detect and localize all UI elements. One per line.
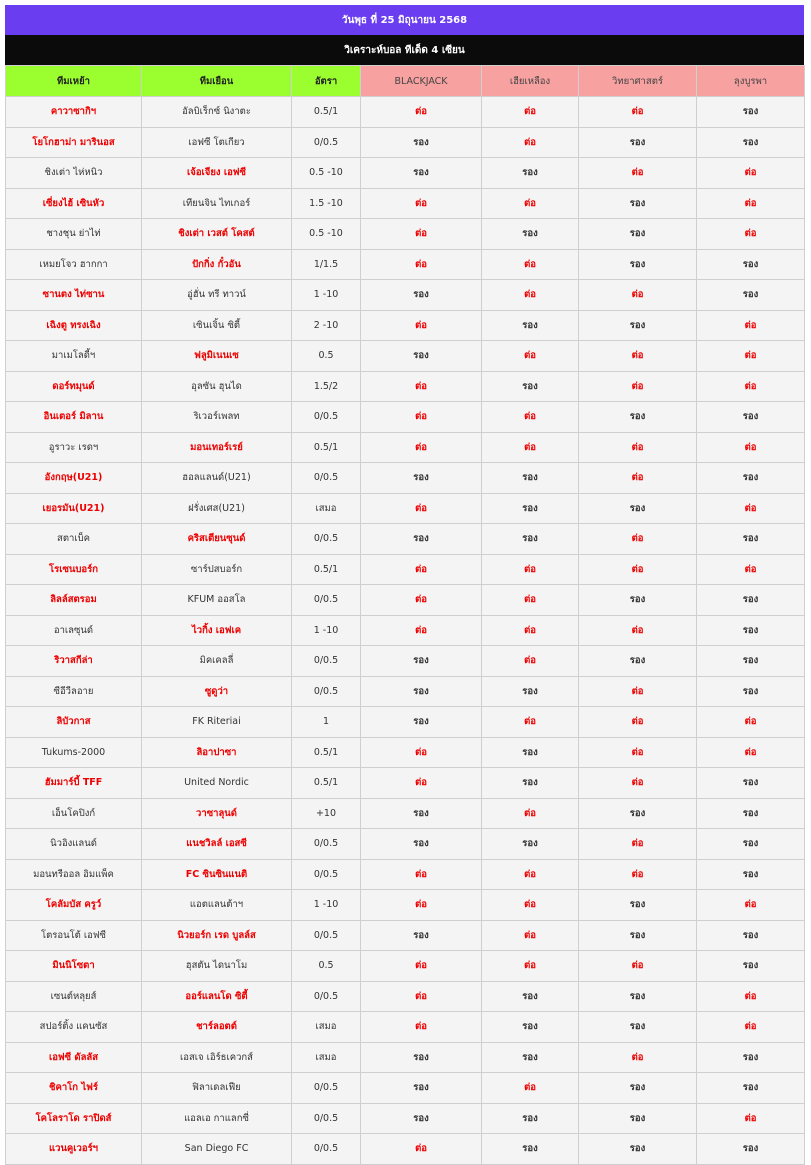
away-team-cell: ฟลูมิเนนเซ bbox=[142, 341, 292, 372]
pick-lung-burapha: รอง bbox=[697, 798, 805, 829]
pick-witthayasat: ต่อ bbox=[579, 951, 697, 982]
table-row bbox=[6, 219, 805, 250]
pick-hia-lueang: ต่อ bbox=[482, 585, 579, 616]
away-team-cell: ออร์แลนโด ซิตี้ bbox=[142, 981, 292, 1012]
away-team-cell: ฮุสตัน ไดนาโม bbox=[142, 951, 292, 982]
table-row bbox=[6, 890, 805, 921]
pick-blackjack: รอง bbox=[361, 127, 482, 158]
table-row bbox=[6, 249, 805, 280]
away-team-cell: เอฟซี โตเกียว bbox=[142, 127, 292, 158]
pick-witthayasat: ต่อ bbox=[579, 280, 697, 311]
pick-lung-burapha: ต่อ bbox=[697, 310, 805, 341]
pick-lung-burapha: รอง bbox=[697, 463, 805, 494]
rate-cell: 0/0.5 bbox=[292, 1103, 361, 1134]
table-row bbox=[6, 97, 805, 128]
pick-lung-burapha: รอง bbox=[697, 829, 805, 860]
pick-witthayasat: รอง bbox=[579, 1134, 697, 1165]
table-row bbox=[6, 829, 805, 860]
home-team-cell: ชิคาโก ไฟร์ bbox=[6, 1073, 142, 1104]
pick-blackjack: รอง bbox=[361, 1073, 482, 1104]
pick-lung-burapha: ต่อ bbox=[697, 890, 805, 921]
pick-blackjack: รอง bbox=[361, 158, 482, 189]
pick-witthayasat: รอง bbox=[579, 188, 697, 219]
pick-witthayasat: รอง bbox=[579, 646, 697, 677]
pick-blackjack: ต่อ bbox=[361, 981, 482, 1012]
pick-blackjack: ต่อ bbox=[361, 768, 482, 799]
rate-cell: 0/0.5 bbox=[292, 1073, 361, 1104]
pick-hia-lueang: ต่อ bbox=[482, 798, 579, 829]
pick-lung-burapha: ต่อ bbox=[697, 737, 805, 768]
rate-cell: 0.5/1 bbox=[292, 737, 361, 768]
pick-hia-lueang: รอง bbox=[482, 676, 579, 707]
table-row bbox=[6, 585, 805, 616]
pick-blackjack: ต่อ bbox=[361, 951, 482, 982]
away-team-cell: มอนเทอร์เรย์ bbox=[142, 432, 292, 463]
pick-hia-lueang: รอง bbox=[482, 158, 579, 189]
rate-cell: 0.5 bbox=[292, 341, 361, 372]
rate-cell: 1 -10 bbox=[292, 615, 361, 646]
pick-witthayasat: รอง bbox=[579, 493, 697, 524]
home-team-cell: เยอรมัน(U21) bbox=[6, 493, 142, 524]
pick-hia-lueang: ต่อ bbox=[482, 402, 579, 433]
home-team-cell: ชางชุน ย่าไท่ bbox=[6, 219, 142, 250]
table-row bbox=[6, 1134, 805, 1165]
pick-witthayasat: ต่อ bbox=[579, 615, 697, 646]
col-blackjack: BLACKJACK bbox=[361, 66, 482, 97]
pick-lung-burapha: รอง bbox=[697, 859, 805, 890]
away-team-cell: FC ซินซินแนติ bbox=[142, 859, 292, 890]
col-witthayasat: วิทยาศาสตร์ bbox=[579, 66, 697, 97]
pick-hia-lueang: รอง bbox=[482, 1134, 579, 1165]
pick-blackjack: รอง bbox=[361, 1042, 482, 1073]
pick-lung-burapha: รอง bbox=[697, 1073, 805, 1104]
table-header-row bbox=[6, 66, 805, 97]
away-team-cell: ชาร์ลอตต์ bbox=[142, 1012, 292, 1043]
rate-cell: 0.5 -10 bbox=[292, 219, 361, 250]
pick-blackjack: ต่อ bbox=[361, 615, 482, 646]
pick-hia-lueang: รอง bbox=[482, 493, 579, 524]
col-lung-burapha: ลุงบูรพา bbox=[697, 66, 805, 97]
pick-lung-burapha: ต่อ bbox=[697, 554, 805, 585]
table-row bbox=[6, 554, 805, 585]
pick-lung-burapha: ต่อ bbox=[697, 981, 805, 1012]
away-team-cell: แอตแลนต้าฯ bbox=[142, 890, 292, 921]
home-team-cell: โยโกฮาม่า มารินอส bbox=[6, 127, 142, 158]
away-team-cell: KFUM ออสโล bbox=[142, 585, 292, 616]
pick-hia-lueang: ต่อ bbox=[482, 432, 579, 463]
pick-lung-burapha: รอง bbox=[697, 920, 805, 951]
pick-blackjack: รอง bbox=[361, 676, 482, 707]
table-row bbox=[6, 280, 805, 311]
table-row bbox=[6, 341, 805, 372]
rate-cell: เสมอ bbox=[292, 1042, 361, 1073]
away-team-cell: วาซาลุนด์ bbox=[142, 798, 292, 829]
home-team-cell: ริวาสกีล่า bbox=[6, 646, 142, 677]
pick-hia-lueang: รอง bbox=[482, 829, 579, 860]
pick-blackjack: รอง bbox=[361, 463, 482, 494]
pick-hia-lueang: รอง bbox=[482, 981, 579, 1012]
pick-witthayasat: ต่อ bbox=[579, 859, 697, 890]
away-team-cell: อุลซัน ฮุนได bbox=[142, 371, 292, 402]
pick-blackjack: ต่อ bbox=[361, 859, 482, 890]
away-team-cell: เทียนจิน ไทเกอร์ bbox=[142, 188, 292, 219]
away-team-cell: ฟิลาเดลเฟีย bbox=[142, 1073, 292, 1104]
table-row bbox=[6, 371, 805, 402]
pick-hia-lueang: รอง bbox=[482, 524, 579, 555]
home-team-cell: Tukums-2000 bbox=[6, 737, 142, 768]
home-team-cell: ซีอีวีลอาย bbox=[6, 676, 142, 707]
table-row bbox=[6, 188, 805, 219]
title-header: วิเคราะห์บอล ทีเด็ด 4 เซียน bbox=[5, 35, 804, 65]
rate-cell: 0/0.5 bbox=[292, 127, 361, 158]
date-header: วันพุธ ที่ 25 มิถุนายน 2568 bbox=[5, 5, 804, 35]
pick-lung-burapha: ต่อ bbox=[697, 341, 805, 372]
pick-blackjack: ต่อ bbox=[361, 890, 482, 921]
pick-hia-lueang: รอง bbox=[482, 371, 579, 402]
pick-hia-lueang: ต่อ bbox=[482, 127, 579, 158]
pick-witthayasat: รอง bbox=[579, 127, 697, 158]
rate-cell: 1/1.5 bbox=[292, 249, 361, 280]
pick-lung-burapha: รอง bbox=[697, 615, 805, 646]
pick-hia-lueang: รอง bbox=[482, 1012, 579, 1043]
away-team-cell: อัลบิเร็กซ์ นิงาตะ bbox=[142, 97, 292, 128]
pick-blackjack: ต่อ bbox=[361, 493, 482, 524]
pick-lung-burapha: ต่อ bbox=[697, 188, 805, 219]
pick-blackjack: ต่อ bbox=[361, 1012, 482, 1043]
analysis-table-wrapper bbox=[5, 5, 804, 1165]
pick-witthayasat: รอง bbox=[579, 798, 697, 829]
pick-hia-lueang: รอง bbox=[482, 310, 579, 341]
home-team-cell: อาเลซุนด์ bbox=[6, 615, 142, 646]
pick-lung-burapha: รอง bbox=[697, 249, 805, 280]
pick-witthayasat: รอง bbox=[579, 310, 697, 341]
home-team-cell: เซนต์หลุยส์ bbox=[6, 981, 142, 1012]
pick-witthayasat: ต่อ bbox=[579, 341, 697, 372]
pick-blackjack: รอง bbox=[361, 280, 482, 311]
table-row bbox=[6, 402, 805, 433]
home-team-cell: โตรอนโต้ เอฟซี bbox=[6, 920, 142, 951]
pick-blackjack: ต่อ bbox=[361, 219, 482, 250]
away-team-cell: ชิงเต่า เวสต์ โคสต์ bbox=[142, 219, 292, 250]
table-body bbox=[6, 97, 805, 1165]
pick-hia-lueang: ต่อ bbox=[482, 554, 579, 585]
pick-blackjack: รอง bbox=[361, 524, 482, 555]
col-home-team: ทีมเหย้า bbox=[6, 66, 142, 97]
pick-lung-burapha: ต่อ bbox=[697, 219, 805, 250]
home-team-cell: เอฟซี ดัลลัส bbox=[6, 1042, 142, 1073]
rate-cell: 0.5/1 bbox=[292, 432, 361, 463]
rate-cell: 0.5 bbox=[292, 951, 361, 982]
pick-witthayasat: รอง bbox=[579, 1012, 697, 1043]
pick-lung-burapha: ต่อ bbox=[697, 493, 805, 524]
pick-witthayasat: ต่อ bbox=[579, 829, 697, 860]
pick-lung-burapha: รอง bbox=[697, 951, 805, 982]
pick-lung-burapha: ต่อ bbox=[697, 707, 805, 738]
rate-cell: 0.5/1 bbox=[292, 554, 361, 585]
pick-hia-lueang: รอง bbox=[482, 737, 579, 768]
rate-cell: 0/0.5 bbox=[292, 463, 361, 494]
table-row bbox=[6, 1073, 805, 1104]
table-row bbox=[6, 1103, 805, 1134]
pick-witthayasat: รอง bbox=[579, 249, 697, 280]
table-row bbox=[6, 1012, 805, 1043]
pick-blackjack: ต่อ bbox=[361, 1134, 482, 1165]
home-team-cell: ซานตง ไท่ซาน bbox=[6, 280, 142, 311]
pick-hia-lueang: รอง bbox=[482, 1103, 579, 1134]
table-row bbox=[6, 707, 805, 738]
home-team-cell: อังกฤษ(U21) bbox=[6, 463, 142, 494]
pick-hia-lueang: ต่อ bbox=[482, 188, 579, 219]
pick-blackjack: รอง bbox=[361, 1103, 482, 1134]
table-row bbox=[6, 737, 805, 768]
pick-blackjack: ต่อ bbox=[361, 585, 482, 616]
away-team-cell: FK Riteriai bbox=[142, 707, 292, 738]
home-team-cell: คาวาซากิฯ bbox=[6, 97, 142, 128]
pick-lung-burapha: ต่อ bbox=[697, 158, 805, 189]
pick-witthayasat: ต่อ bbox=[579, 554, 697, 585]
pick-witthayasat: รอง bbox=[579, 402, 697, 433]
home-team-cell: นิวอิงแลนด์ bbox=[6, 829, 142, 860]
col-rate: อัตรา bbox=[292, 66, 361, 97]
away-team-cell: ลิอาปาซา bbox=[142, 737, 292, 768]
pick-hia-lueang: ต่อ bbox=[482, 890, 579, 921]
pick-lung-burapha: ต่อ bbox=[697, 432, 805, 463]
rate-cell: 0.5 -10 bbox=[292, 158, 361, 189]
pick-blackjack: รอง bbox=[361, 341, 482, 372]
pick-hia-lueang: ต่อ bbox=[482, 341, 579, 372]
pick-hia-lueang: ต่อ bbox=[482, 615, 579, 646]
away-team-cell: United Nordic bbox=[142, 768, 292, 799]
pick-blackjack: ต่อ bbox=[361, 97, 482, 128]
home-team-cell: สปอร์ติ้ง แคนซัส bbox=[6, 1012, 142, 1043]
pick-blackjack: รอง bbox=[361, 707, 482, 738]
home-team-cell: แวนคูเวอร์ฯ bbox=[6, 1134, 142, 1165]
pick-hia-lueang: ต่อ bbox=[482, 707, 579, 738]
home-team-cell: อูราวะ เรดฯ bbox=[6, 432, 142, 463]
table-row bbox=[6, 798, 805, 829]
table-row bbox=[6, 310, 805, 341]
home-team-cell: เซี่ยงไฮ้ เซินหัว bbox=[6, 188, 142, 219]
rate-cell: 0/0.5 bbox=[292, 829, 361, 860]
pick-lung-burapha: ต่อ bbox=[697, 1012, 805, 1043]
predictions-table bbox=[5, 65, 805, 1165]
home-team-cell: มินนิโซตา bbox=[6, 951, 142, 982]
pick-lung-burapha: รอง bbox=[697, 585, 805, 616]
pick-blackjack: รอง bbox=[361, 829, 482, 860]
home-team-cell: โรเซนบอร์ก bbox=[6, 554, 142, 585]
pick-lung-burapha: ต่อ bbox=[697, 1103, 805, 1134]
away-team-cell: ไวกิ้ง เอฟเค bbox=[142, 615, 292, 646]
table-row bbox=[6, 676, 805, 707]
away-team-cell: ฮอลแลนด์(U21) bbox=[142, 463, 292, 494]
pick-witthayasat: ต่อ bbox=[579, 432, 697, 463]
table-row bbox=[6, 463, 805, 494]
rate-cell: 1 -10 bbox=[292, 890, 361, 921]
home-team-cell: มอนทรีออล อิมแพ็ค bbox=[6, 859, 142, 890]
pick-lung-burapha: รอง bbox=[697, 646, 805, 677]
table-row bbox=[6, 768, 805, 799]
home-team-cell: เหมยโจว ฮากกา bbox=[6, 249, 142, 280]
rate-cell: 1.5 -10 bbox=[292, 188, 361, 219]
pick-lung-burapha: รอง bbox=[697, 97, 805, 128]
col-away-team: ทีมเยือน bbox=[142, 66, 292, 97]
table-row bbox=[6, 920, 805, 951]
pick-blackjack: ต่อ bbox=[361, 432, 482, 463]
home-team-cell: มาเมโลดี้ฯ bbox=[6, 341, 142, 372]
pick-witthayasat: รอง bbox=[579, 920, 697, 951]
table-row bbox=[6, 646, 805, 677]
pick-hia-lueang: ต่อ bbox=[482, 280, 579, 311]
away-team-cell: อู่ฮั่น ทรี ทาวน์ bbox=[142, 280, 292, 311]
pick-hia-lueang: ต่อ bbox=[482, 646, 579, 677]
home-team-cell: เอ็นโคปิงก์ bbox=[6, 798, 142, 829]
pick-blackjack: ต่อ bbox=[361, 188, 482, 219]
pick-witthayasat: ต่อ bbox=[579, 768, 697, 799]
pick-blackjack: รอง bbox=[361, 646, 482, 677]
rate-cell: 0/0.5 bbox=[292, 524, 361, 555]
home-team-cell: ลิลล์สตรอม bbox=[6, 585, 142, 616]
pick-hia-lueang: ต่อ bbox=[482, 97, 579, 128]
rate-cell: เสมอ bbox=[292, 493, 361, 524]
away-team-cell: เซินเจิ้น ซิตี้ bbox=[142, 310, 292, 341]
away-team-cell: ปักกิ่ง กั๋วอัน bbox=[142, 249, 292, 280]
home-team-cell: ชิงเต่า ไห่หนิว bbox=[6, 158, 142, 189]
pick-lung-burapha: รอง bbox=[697, 524, 805, 555]
pick-witthayasat: ต่อ bbox=[579, 97, 697, 128]
rate-cell: เสมอ bbox=[292, 1012, 361, 1043]
pick-blackjack: รอง bbox=[361, 920, 482, 951]
rate-cell: 2 -10 bbox=[292, 310, 361, 341]
away-team-cell: เจ้อเจียง เอฟซี bbox=[142, 158, 292, 189]
home-team-cell: ดอร์ทมุนด์ bbox=[6, 371, 142, 402]
pick-hia-lueang: ต่อ bbox=[482, 920, 579, 951]
pick-witthayasat: ต่อ bbox=[579, 676, 697, 707]
rate-cell: 0.5/1 bbox=[292, 97, 361, 128]
pick-witthayasat: รอง bbox=[579, 981, 697, 1012]
table-row bbox=[6, 493, 805, 524]
table-row bbox=[6, 524, 805, 555]
home-team-cell: ฮัมมาร์บี้ TFF bbox=[6, 768, 142, 799]
pick-witthayasat: ต่อ bbox=[579, 524, 697, 555]
away-team-cell: ริเวอร์เพลท bbox=[142, 402, 292, 433]
pick-blackjack: ต่อ bbox=[361, 554, 482, 585]
away-team-cell: ฝรั่งเศส(U21) bbox=[142, 493, 292, 524]
rate-cell: 0/0.5 bbox=[292, 402, 361, 433]
table-row bbox=[6, 158, 805, 189]
rate-cell: 0/0.5 bbox=[292, 981, 361, 1012]
pick-lung-burapha: รอง bbox=[697, 402, 805, 433]
rate-cell: +10 bbox=[292, 798, 361, 829]
away-team-cell: San Diego FC bbox=[142, 1134, 292, 1165]
pick-lung-burapha: รอง bbox=[697, 676, 805, 707]
pick-hia-lueang: รอง bbox=[482, 1042, 579, 1073]
pick-witthayasat: ต่อ bbox=[579, 707, 697, 738]
pick-blackjack: ต่อ bbox=[361, 371, 482, 402]
rate-cell: 0/0.5 bbox=[292, 646, 361, 677]
rate-cell: 0/0.5 bbox=[292, 585, 361, 616]
pick-lung-burapha: รอง bbox=[697, 768, 805, 799]
pick-blackjack: ต่อ bbox=[361, 737, 482, 768]
rate-cell: 1 -10 bbox=[292, 280, 361, 311]
pick-lung-burapha: รอง bbox=[697, 280, 805, 311]
pick-witthayasat: ต่อ bbox=[579, 737, 697, 768]
away-team-cell: แนชวิลล์ เอสซี bbox=[142, 829, 292, 860]
pick-hia-lueang: ต่อ bbox=[482, 249, 579, 280]
pick-hia-lueang: ต่อ bbox=[482, 951, 579, 982]
pick-blackjack: รอง bbox=[361, 798, 482, 829]
rate-cell: 0/0.5 bbox=[292, 920, 361, 951]
pick-witthayasat: รอง bbox=[579, 1103, 697, 1134]
table-row bbox=[6, 859, 805, 890]
table-row bbox=[6, 981, 805, 1012]
pick-blackjack: ต่อ bbox=[361, 249, 482, 280]
pick-witthayasat: รอง bbox=[579, 1073, 697, 1104]
rate-cell: 0.5/1 bbox=[292, 768, 361, 799]
home-team-cell: เฉิงตู ทรงเฉิง bbox=[6, 310, 142, 341]
pick-hia-lueang: ต่อ bbox=[482, 1073, 579, 1104]
rate-cell: 1.5/2 bbox=[292, 371, 361, 402]
away-team-cell: คริสเตียนซุนด์ bbox=[142, 524, 292, 555]
rate-cell: 0/0.5 bbox=[292, 676, 361, 707]
pick-hia-lueang: รอง bbox=[482, 219, 579, 250]
pick-lung-burapha: รอง bbox=[697, 1042, 805, 1073]
table-row bbox=[6, 615, 805, 646]
pick-hia-lueang: ต่อ bbox=[482, 859, 579, 890]
pick-blackjack: ต่อ bbox=[361, 310, 482, 341]
col-hia-lueang: เฮียเหลือง bbox=[482, 66, 579, 97]
table-row bbox=[6, 127, 805, 158]
rate-cell: 1 bbox=[292, 707, 361, 738]
away-team-cell: ซูดูว่า bbox=[142, 676, 292, 707]
pick-lung-burapha: รอง bbox=[697, 1134, 805, 1165]
pick-blackjack: ต่อ bbox=[361, 402, 482, 433]
pick-witthayasat: รอง bbox=[579, 585, 697, 616]
pick-witthayasat: ต่อ bbox=[579, 158, 697, 189]
table-row bbox=[6, 1042, 805, 1073]
pick-witthayasat: รอง bbox=[579, 890, 697, 921]
away-team-cell: มิคเคลลี่ bbox=[142, 646, 292, 677]
pick-witthayasat: รอง bbox=[579, 219, 697, 250]
home-team-cell: อินเตอร์ มิลาน bbox=[6, 402, 142, 433]
home-team-cell: โคโลราโด ราปิดส์ bbox=[6, 1103, 142, 1134]
away-team-cell: นิวยอร์ก เรด บูลล์ส bbox=[142, 920, 292, 951]
home-team-cell: สตาเบ็ค bbox=[6, 524, 142, 555]
pick-witthayasat: ต่อ bbox=[579, 463, 697, 494]
away-team-cell: แอลเอ กาแลกซี่ bbox=[142, 1103, 292, 1134]
rate-cell: 0/0.5 bbox=[292, 859, 361, 890]
table-row bbox=[6, 432, 805, 463]
home-team-cell: โคลัมบัส ครูว์ bbox=[6, 890, 142, 921]
pick-hia-lueang: รอง bbox=[482, 768, 579, 799]
table-row bbox=[6, 951, 805, 982]
away-team-cell: ซาร์ปสบอร์ก bbox=[142, 554, 292, 585]
pick-witthayasat: ต่อ bbox=[579, 1042, 697, 1073]
rate-cell: 0/0.5 bbox=[292, 1134, 361, 1165]
pick-lung-burapha: รอง bbox=[697, 127, 805, 158]
away-team-cell: เอสเจ เอิร์ธเควกส์ bbox=[142, 1042, 292, 1073]
pick-hia-lueang: รอง bbox=[482, 463, 579, 494]
pick-witthayasat: ต่อ bbox=[579, 371, 697, 402]
pick-lung-burapha: ต่อ bbox=[697, 371, 805, 402]
home-team-cell: ลิบัวกาส bbox=[6, 707, 142, 738]
